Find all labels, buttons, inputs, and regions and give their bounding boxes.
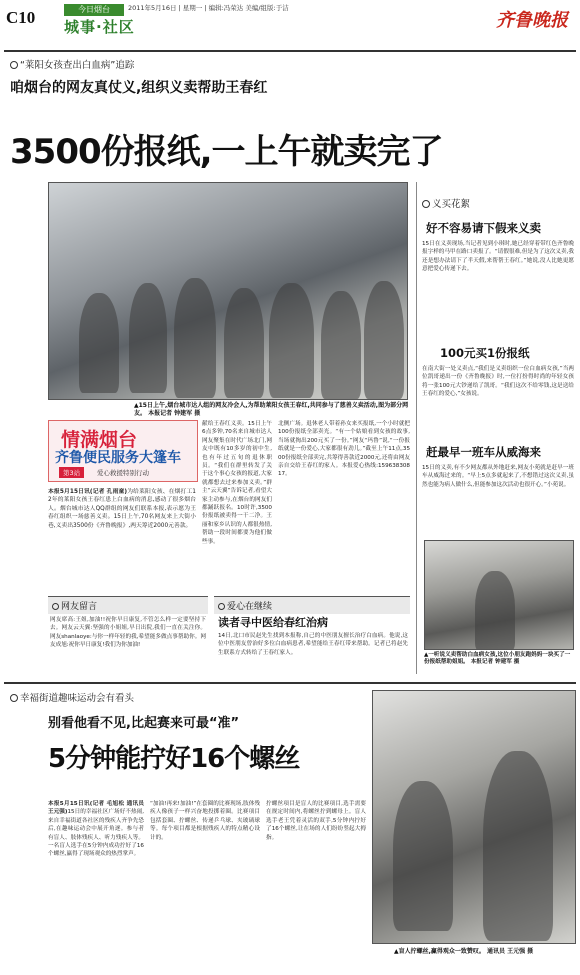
lead-body-1: 为给莱阳女孩、在烟打工12年的莱阳女孩王春红患上白血病的消息,感动了很多烟台人。烟台城市达人QQ群组的网友们联系本报,表示愿为王春红组织一场慈善义卖。15日上午,70名网友来上大街小巷,义卖出3500份《齐鲁晚报》,两天筹近2000元善款。 <box>48 489 196 529</box>
bottom-body-2: “加油!再来!加油!”在套圈的比赛现场,肢体残疾人像孩子一样兴奋地投掷着圈。比赛项目包括套圈、拧螺丝、传递乒乓球、夹玻璃球等。每个项目都是根据残疾人的特点精心设计的。 <box>150 801 260 841</box>
bullet-icon <box>422 200 430 208</box>
sidebar-headline-2: 100元买1份报纸 <box>440 346 530 360</box>
bullet-icon <box>218 603 225 610</box>
lead-photo-caption: ▲15日上午,烟台城市达人组的网友冷会人,为帮助莱阳女孩王春红,共同参与了慈善义卖活动,图为部分网友。 本报记者 钟建军 摄 <box>134 402 409 417</box>
bullet-icon <box>10 61 18 69</box>
sidebar-label-text: 义买花絮 <box>432 199 471 210</box>
sidebar-body-3: 15日的义卖,有不少网友都从外地赶来,网友小苑就是赶早一班车从威海过来的。“早上5点多就起来了,不想错过这次义卖,虽然也能为病人做什么,但能参加这次活动也很开心。”小苑说。 <box>422 465 574 488</box>
bullet-icon <box>52 603 59 610</box>
lead-kicker-text: “莱阳女孩查出白血病”追踪 <box>20 60 135 71</box>
charity-body: 14日,北口市民赵先生找到本报称,自己的中医朋友擅长治疗白血病。他说,这位中医朋友曾治好多位白血病患者,希望能给王春红带来帮助。记者已将赵先生联系方式转给了王春红家人。 <box>218 633 408 656</box>
promo-subtitle: 齐鲁便民服务大篷车 <box>55 450 181 466</box>
column-divider <box>416 182 417 674</box>
lead-byline-text: 本报5月15日讯(记者 孔雨童) <box>48 489 128 495</box>
sidebar-photo <box>424 540 574 650</box>
lead-byline <box>48 488 196 588</box>
sidebar-body-1: 15日在义卖现场,当记者见到小琪时,她已经穿着带红色齐鲁晚报字样的马甲在路口卖报了。“请假很难,但是为了这次义卖,我还是想办法请下了半天假,来帮帮王春红。”她说,没人比她更愿意把爱心传递下去。 <box>422 241 574 273</box>
bottom-kicker-text: 幸福街道趣味运动会有看头 <box>20 693 135 704</box>
bottom-photo-caption: ▲盲人拧螺丝,赢得观众一致赞叹。 通讯员 王元强 摄 <box>394 948 534 955</box>
lead-subhead: 咱烟台的网友真仗义,组织义卖帮助王春红 <box>10 80 268 96</box>
lead-photo <box>48 182 408 400</box>
bottom-body-1-text: 15日的幸福社区广场好不热闹,来自幸福街道各社区的残疾人齐争先恐后,在趣味运动会中展开角逐。参与者有盲人、肢体残疾人、听力残疾人等。一名盲人选手在5分钟内成功拧好了16个螺丝,赢得了现场观众的热烈掌声。 <box>48 809 144 858</box>
section-title: 城事·社区 <box>64 18 135 36</box>
sidebar-headline-1: 好不容易请下假来义卖 <box>426 221 541 235</box>
bottom-byline: 本报5月15日讯(记者 毛旭松 通讯员 王元强) <box>48 801 144 816</box>
charity-box-label: 爱心在继续 <box>227 602 273 612</box>
sidebar-label <box>422 196 470 210</box>
bottom-headline: 5分钟能拧好16个螺丝 <box>48 744 300 774</box>
promo-title: 情满烟台 <box>61 429 138 451</box>
sidebar-body-2: 在南大街一处义卖点,“我们是义卖组织一位白血病女孩,”当两位凯哥递出一份《齐鲁晚报》时,一位打扮得时尚的年轻女孩将一张100元大钞递给了凯哥。“我们这次不给零钱,这是送给王春红的爱心,”女孩说。 <box>422 366 574 398</box>
newspaper-logo: 齐鲁晚报 <box>496 10 568 30</box>
netizen-messages: 网友席高:王姐,加油!!祝你早日康复,不管怎么样一定要坚持下去。网友云天翼:坚强的小姐姐,早日出院,我们一直在关注你。网友shanlaoye:与你一样年轻的我,希望能多做点事帮助你。网友成旭:祝你早日康复!我们为你加油! <box>50 617 206 649</box>
charity-headline: 读者寻中医给春红治病 <box>218 616 328 629</box>
sidebar-photo-caption: ▲一听说义卖帮助白血病女孩,这位小朋友跑妈妈一块买了一份报纸帮助姐姐。 本报记者 钟建军 摄 <box>424 652 571 665</box>
sidebar-headline-3: 赶最早一班车从威海来 <box>426 445 541 459</box>
lead-headline: 3500份报纸,一上午就卖完了 <box>10 132 443 172</box>
lead-body-3: 北侧广场。退休老人带着孙女来买报纸,一个小时就把100份报纸全部卖光。“有一个姑娘看到女孩的故事,当场就掏出200元买了一份。”网友“玛鲁”说,“一份报纸就是一份爱心,大家都很有劲儿。”截至上午11点,3500份报纸全部卖完,共筹得善款近2000元,还将由网友亲自交给王春红的家人。本报爱心热线:15963830817。 <box>278 421 410 478</box>
promo-banner <box>48 420 198 482</box>
bottom-body-3: 拧螺丝项目是盲人的比赛项目,选手需要在规定时间内,将螺丝拧到螺母上。盲人选手老王凭着灵活的双手,5分钟内拧好了16个螺丝,让在场的人们纷纷竖起大拇指。 <box>266 801 366 841</box>
bottom-subhead: 别看他看不见,比起赛来可最“准” <box>48 716 240 731</box>
lead-body-2: 献给王春红义卖。15日上午6点多钟,70名来自城市达人网友聚集在时代广场北门,网友中既有10多岁的初中生,也有年过五旬的退休职员。“我们在群里转发了关于这个事心女孩的报道,大家就都想去过来参加义卖。”群主“云天翼”告诉记者,看望大家主动参与,在烟台的网友们都踊跃报名。10时许,3500份报纸被卖得一干二净。王丽和家乡认识的人都很热情,帮助一段时间都要为他们做些事。 <box>202 421 272 545</box>
netizen-box-label: 网友留言 <box>61 602 98 612</box>
bullet-icon <box>10 694 18 702</box>
masthead-rule <box>4 50 576 52</box>
section-rule <box>4 682 576 684</box>
dateline: 2011年5月16日 | 星期一 | 编辑:冯荣达 美编/组版:于洁 <box>128 4 289 12</box>
bottom-kicker <box>10 690 134 704</box>
netizen-box-header <box>48 596 208 614</box>
page-number: C10 <box>6 8 36 27</box>
lead-kicker <box>10 57 134 71</box>
charity-box-header <box>214 596 410 614</box>
promo-issue: 第3站 <box>59 467 84 478</box>
today-label: 今日烟台 <box>64 4 124 16</box>
bottom-body-1 <box>48 800 144 968</box>
bottom-photo <box>372 690 576 944</box>
promo-tagline: 爱心救援特别行动 <box>97 469 149 477</box>
